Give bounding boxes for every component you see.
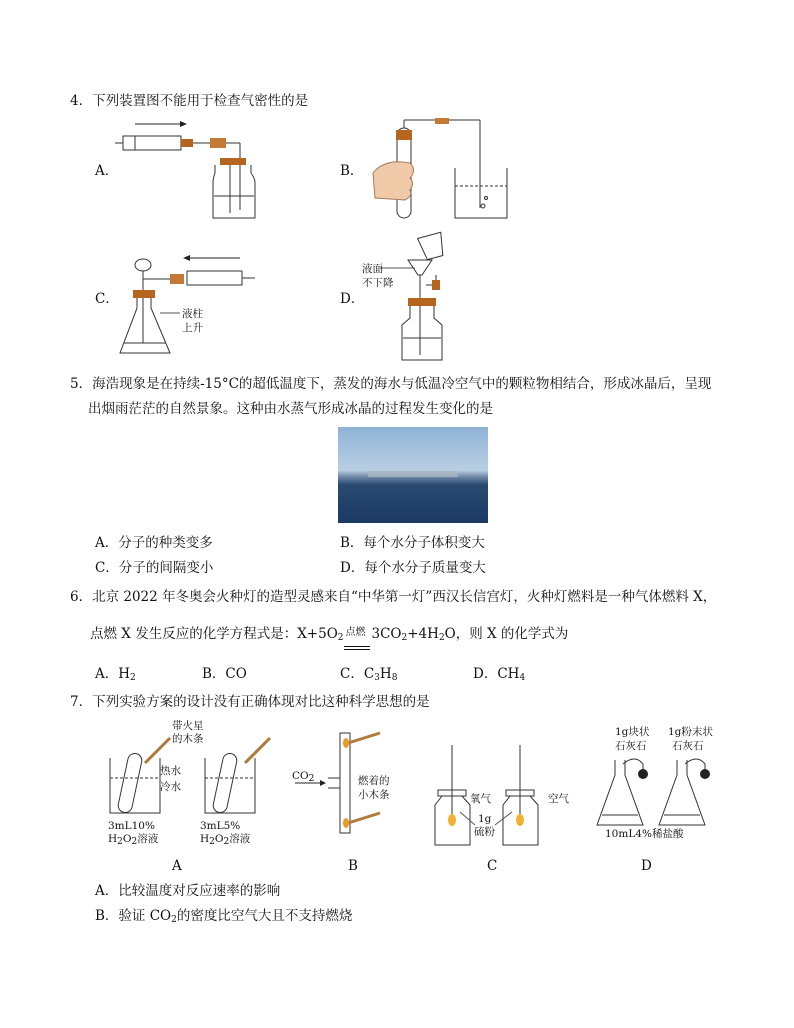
- q5-option-c[interactable]: C．分子的间隔变小: [95, 560, 214, 576]
- apparatus-a-syringe-bottle: [115, 118, 265, 223]
- b-label-burning-stick-2: 小木条: [358, 789, 390, 801]
- a-label-cold-water: 冷水: [160, 781, 181, 793]
- q4-option-c[interactable]: C．: [95, 291, 119, 307]
- a-label-solution1-a: 3mL10%: [108, 820, 155, 832]
- c-label-rises: 上升: [182, 322, 203, 334]
- q7-stem: 7．下列实验方案的设计没有正确体现对比这种科学思想的是: [70, 694, 430, 710]
- a-label-solution2-a: 3mL5%: [200, 820, 241, 832]
- q5-stem-line1: 5．海浩现象是在持续-15°C的超低温度下，蒸发的海水与低温冷空气中的颗粒物相结合，形成冰晶后，呈现: [70, 376, 712, 392]
- q6-option-a[interactable]: A．$H_2$: [95, 666, 136, 683]
- b-label-burning-stick-1: 燃着的: [358, 775, 390, 787]
- c-label-air: 空气: [548, 793, 569, 805]
- caption-b: B: [348, 858, 358, 874]
- a-label-solution2-b: $H_2O_2$溶液: [200, 833, 251, 847]
- c-label-sulfur: 硫粉: [474, 826, 495, 838]
- d-label-not-drop: 不下降: [362, 277, 394, 289]
- c-label-oxygen: 氧气: [470, 793, 491, 805]
- d-label-powder-1: 1g粉末状: [668, 726, 713, 738]
- d-label-lump-1: 1g块状: [615, 726, 650, 738]
- q4-option-d[interactable]: D．: [340, 291, 365, 307]
- q7-option-b[interactable]: B．验证 $CO_2$的密度比空气大且不支持燃烧: [95, 908, 353, 925]
- c-label-liquid-column: 液柱: [182, 308, 203, 320]
- q5-stem-line2: 出烟雨茫茫的自然景象。这种由水蒸气形成冰晶的过程发生变化的是: [88, 401, 493, 417]
- q6-option-d[interactable]: D．$CH_4$: [473, 666, 526, 683]
- experiment-d-limestone-flasks: [595, 750, 730, 835]
- d-label-acid: 10mL4%稀盐酸: [605, 828, 684, 840]
- q6-stem-line1: 6．北京 2022 年冬奥会火种灯的造型灵感来自“中华第一灯”西汉长信宫灯，火种灯燃料是一种气体燃料 X，: [70, 589, 717, 605]
- c-label-1g: 1g: [478, 813, 492, 825]
- caption-a: A: [172, 858, 182, 874]
- a-label-glowing-stick-1: 带火星: [172, 720, 204, 732]
- b-label-co2: $CO_2$: [292, 770, 315, 784]
- apparatus-b-hand-tube-beaker: [355, 118, 515, 223]
- q7-option-a[interactable]: A．比较温度对反应速率的影响: [95, 883, 281, 899]
- q6-option-b[interactable]: B．CO: [202, 666, 247, 682]
- caption-c: C: [487, 858, 498, 874]
- sea-smoke-photo: [338, 427, 488, 523]
- d-label-liquid-level: 液面: [362, 263, 383, 275]
- apparatus-d-funnel-bottle: [380, 230, 490, 365]
- d-label-powder-2: 石灰石: [672, 740, 704, 752]
- d-label-lump-2: 石灰石: [615, 740, 647, 752]
- q5-option-b[interactable]: B．每个水分子体积变大: [340, 535, 485, 551]
- a-label-solution1-b: $H_2O_2$溶液: [108, 833, 159, 847]
- q4-option-b[interactable]: B．: [340, 163, 364, 179]
- q6-option-c[interactable]: C．$C_3H_8$: [340, 666, 398, 683]
- q5-option-d[interactable]: D．每个水分子质量变大: [340, 560, 486, 576]
- caption-d: D: [641, 858, 652, 874]
- q5-option-a[interactable]: A．分子的种类变多: [95, 535, 213, 551]
- apparatus-c-flask-syringe: [115, 243, 265, 363]
- q4-stem: 4．下列装置图不能用于检查气密性的是: [70, 93, 309, 109]
- a-label-glowing-stick-2: 的木条: [172, 733, 204, 745]
- q4-option-a[interactable]: A．: [95, 163, 119, 179]
- a-label-hot-water: 热水: [160, 765, 181, 777]
- q6-equation: 点燃 X 发生反应的化学方程式是：$X+5O_2$ 点燃 $3CO_2+4H_2O$，则 X 的化学式为: [90, 625, 568, 647]
